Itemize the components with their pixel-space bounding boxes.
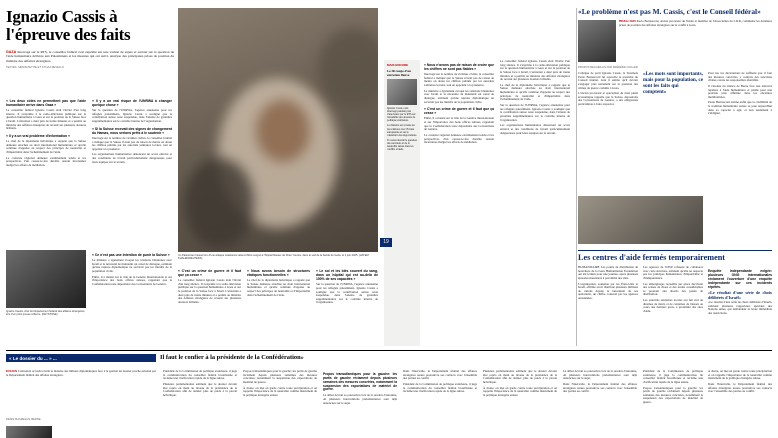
- body-paragraph: Interrogé sur le nombre de victimes civiles, le conseiller fédéral a indiqué que la Suisse n'avait pas de raison de mettre en doute les chiffres publiés par les autorités sanitaires locales, tout en appelant à la prudence.: [92, 135, 172, 151]
- bottom-paragraph: Dans l'intervalle, le Département fédéral des affaires étrangères assure poursuivre ses contacts avec l'ensemble des parties au conflit.: [403, 369, 477, 381]
- body-column-5: [247, 266, 310, 344]
- bottom-column-1: [6, 370, 156, 416]
- section2-title: Les centres d'aide fermés temporairement: [578, 253, 726, 262]
- body-paragraph: Le chef de la diplomatie helvétique a rappelé que la Suisse demeure attachée au droit international humanitaire et qu'elle continue d'appeler au respect des principes de neutralité et d'impartialité dans l'acheminement de l'aide.: [500, 82, 570, 102]
- subhead-9: « Nous n'avons pas de raison de croire que les chiffres ne sont pas fiables »: [424, 63, 494, 72]
- bottom-paragraph: Président de la Commission de politique extérieure, il juge la communication du conseiller fédéral brouillonne et réclame une clarification rapide de la ligne suisse.: [403, 381, 477, 394]
- body-column-6: [316, 266, 378, 344]
- main-photo-caption: Un Palestinien blessé lors d'une attaque israélienne attend d'être soigné à l'hôpital Nasser de Khan Younès, dans le sud de la bande de Gaza, le 2 juin 2025. (HATEM KHALED/REUTERS): [178, 254, 369, 261]
- body-column-4: [178, 266, 241, 344]
- section2-paragraph: «Le résultat d'une série de choix délibérés d'Israël» estiment plusieurs rapporteurs spéciaux des Nations unies, qui demandent la levée immédiate des restrictions.: [708, 300, 772, 315]
- subhead-4: « Si la Suisse recevait des signes de changement du Hamas, nous serions prêts à le soutenir »: [92, 126, 172, 135]
- opinion-paragraph: L'ancien procureur et spécialiste du droit pénal économique rappelle que la Suisse, dépositaire des Conventions de Genève, a des obligations particulières à faire respecter.: [578, 91, 638, 107]
- byline: TEXTES: SIMON PETITE ET SYLVIA REVELLO: [6, 66, 64, 70]
- opinion-box: [578, 8, 772, 69]
- body-paragraph: Enfin, il a insisté sur le rôle de la Genève internationale et sur l'importance des bons offices suisses, rappelant que la Confédération reste dépositaire des Conventions de Genève.: [92, 274, 172, 286]
- bottom-column-9: [708, 370, 772, 438]
- section2-paragraph: L'organisation, soutenue par les États-Unis et Israël, affirme avoir distribué plusieurs millions de rations depuis le lancement de ses opérations, un chiffre contesté par les agences onusiennes.: [578, 281, 638, 301]
- section2-subhead: Enquête indépendante exigée: plusieurs ONG internationales réclament l'ouverture d'une enquête indépendante sur ces incidents répétés.: [708, 269, 772, 290]
- opinion-photo: [578, 196, 703, 244]
- sidebar-item: Il a aussi abordé la question des sanctions et de la neutralité suisse dans les conflits actuels.: [387, 138, 417, 152]
- bottom-column-7: [563, 370, 637, 438]
- opinion-paragraph: Paolo Bernasconi estime enfin que la crédibilité de la tradition humanitaire suisse se joue aujourd'hui dans sa capacité à agir, et non seulement à s'indigner.: [708, 100, 772, 116]
- bottom-paragraph: Propos transatlantiques pour la gauche: les partis de gauche réclament depuis plusieurs semaines des mesures concrètes, notamment la suspension des exportations de matériel de guerre.: [643, 385, 703, 405]
- dossier-label: « Le dossier du ... » ...: [6, 354, 156, 362]
- subhead-10: « C'est un crime de guerre et il faut que ça cesse »: [424, 107, 494, 116]
- bottom-paragraph: À droite, on met en garde contre toute précipitation et on rappelle l'importance de la neutralité comme instrument de la politique étrangère suisse.: [243, 385, 317, 397]
- opinion-paragraph: Pour lui, les déclarations ne suffisent pas: il faut des mesures concrètes, y compris des sanctions ciblées contre les responsables identifiés.: [708, 71, 772, 83]
- opinion-lede: Paolo Bernasconi, ancien procureur du Tessin et membre de l'Association du CICR, commente les dernières prises de position des Affaires étrangères sur le conflit à Gaza.: [619, 20, 772, 27]
- body-paragraph: Sur la question de l'UNRWA, l'agence onusienne pour les réfugiés palestiniens, Ignazio Cassis a souligné que la contribution suisse reste suspendue, dans l'attente de garanties supplémentaires sur le contrôle interne de l'organisation.: [92, 108, 172, 124]
- bottom-column-8: [643, 370, 703, 438]
- body-column-8: [500, 60, 570, 346]
- main-photo: [178, 8, 378, 252]
- sidebar-thumb: [387, 79, 417, 105]
- bottom-byline: DENIS MASMEJAN, BERNE: [6, 418, 41, 421]
- body-paragraph: Sur la question de l'UNRWA, l'agence onusienne pour les réfugiés palestiniens, Ignazio Cassis a souligné que la contribution suisse reste suspendue, dans l'attente de garanties supplémentaires sur le contrôle interne de l'organisation.: [500, 103, 570, 122]
- body-paragraph: Sur la question de l'UNRWA, l'agence onusienne pour les réfugiés palestiniens, Ignazio Cassis a souligné que la contribution suisse reste suspendue, dans l'attente de garanties supplémentaires sur le contrôle interne de l'organisation.: [316, 282, 378, 305]
- lead-kicker: GAZA: [6, 50, 17, 54]
- page-badge: 19: [380, 238, 392, 247]
- body-column-2: [92, 96, 172, 246]
- subhead-3: « Il y a un vrai risque de l'UNRWA à changer quelque chose »: [92, 99, 172, 108]
- body-paragraph: Le chef de la diplomatie helvétique a rappelé que la Suisse demeure attachée au droit international humanitaire et qu'elle continue d'appeler au respect des principes de neutralité et d'impartialité dans l'acheminement de l'aide.: [6, 139, 86, 154]
- section2-paragraph: Les témoignages recueillis sur place décrivent des scènes de chaos et des foules considérables se pressant aux abords des points de distribution.: [643, 281, 703, 297]
- sidebar-subtitle: Le fil rouge d'un entretien fleuve: [387, 69, 412, 77]
- bottom-paragraph: Dans l'intervalle, le Département fédéral des affaires étrangères assure poursuivre ses contacts avec l'ensemble des parties au conflit.: [708, 381, 772, 394]
- bottom-column-4: [323, 370, 397, 438]
- bottom-paragraph: Plusieurs parlementaires estiment que le dossier devrait être repris en main au niveau de la présidence de la Confédération afin de donner plus de poids à la parole helvétique.: [483, 369, 557, 384]
- bottom-thumb: [6, 426, 52, 438]
- bottom-lede: L'entretien accordé révèle le malaise des milieux diplomatiques face à la gestion du dossier proche-oriental par le Département fédéral des affaires étrangères.: [6, 369, 156, 377]
- section2-pullquote: «Le résultat d'une série de choix délibérés d'Israël»: [708, 290, 772, 301]
- sidebar-title: MAIS ENCORE: [387, 63, 409, 67]
- body-paragraph: Le conseiller fédéral Ignazio Cassis était l'invité d'un long silence. Il s'exprime à la radio-télévision publique sur la question humanitaire à Gaza et sur la position de la Suisse face à Israël. L'entretien a duré près de trente minutes et a permis au ministre des Affaires étrangères de revenir sur plusieurs dossiers brûlants.: [500, 59, 570, 82]
- article-lead: [6, 50, 174, 63]
- body-paragraph: Le ministre a également évoqué les relations bilatérales avec Israël et la nécessité de maintenir un canal de dialogue, estimant qu'une rupture diplomatique ne servirait pas les intérêts de la population civile.: [424, 88, 494, 104]
- body-paragraph: Enfin, il a insisté sur le rôle de la Genève internationale et sur l'importance des bons offices suisses, rappelant que la Confédération reste dépositaire des Conventions de Genève.: [424, 116, 494, 132]
- body-paragraph: Les organisations humanitaires dénoncent un accès entravé et des conditions de travail particulièrement dangereuses pour leurs équipes sur le terrain.: [500, 123, 570, 135]
- section2-column-2: [643, 266, 703, 346]
- body-paragraph: Le ministre a également évoqué les relations bilatérales avec Israël et la nécessité de maintenir un canal de dialogue, estimant qu'une rupture diplomatique ne servirait pas les intérêts de la population civile.: [92, 258, 172, 273]
- bottom-paragraph: Président de la Commission de politique extérieure, il juge la communication du conseiller fédéral brouillonne et réclame une clarification rapide de la ligne suisse.: [163, 369, 237, 381]
- bottom-column-2: [163, 370, 237, 438]
- opinion-paragraph: Collègue de parti Ignazio Cassis, le Tessinois Paolo Bernasconi lui reproche la passivité du Conseil fédéral, dont il estime qu'il devrait s'engager plus nettement sur la question des crimes de guerre commis à Gaza.: [578, 71, 638, 90]
- subhead-6: « C'est un crime de guerre et il faut que ça cesse »: [178, 269, 241, 278]
- body-paragraph: Interrogé sur le nombre de victimes civiles, le conseiller fédéral a indiqué que la Suisse n'avait pas de raison de mettre en doute les chiffres publiés par les autorités sanitaires locales, tout en appelant à la prudence.: [424, 72, 494, 88]
- opinion-column-1: [578, 72, 638, 190]
- opinion-pullquote-box: [643, 72, 703, 190]
- body-paragraph: Le contexte régional demeure extrêmement tendu et les perspectives d'un cessez-le-feu durable restent incertaines malgré les efforts de médiation.: [424, 133, 494, 145]
- bottom-paragraph: À droite, on met en garde contre toute précipitation et on rappelle l'importance de la neutralité comme instrument de la politique étrangère suisse.: [483, 385, 557, 397]
- body-paragraph: Le conseiller fédéral Ignazio Cassis était l'invité d'un long silence. Il s'exprime à la radio-télévision publique sur la question humanitaire à Gaza et sur la position de la Suisse face à Israël. L'entretien a duré près de trente minutes et a permis au ministre des Affaires étrangères de revenir sur plusieurs dossiers brûlants.: [178, 278, 241, 304]
- bottom-paragraph: Président de la Commission de politique extérieure, il juge la communication du conseiller fédéral brouillonne et réclame une clarification rapide de la ligne suisse.: [643, 369, 703, 384]
- bottom-paragraph: Le débat devrait se poursuivre lors de la session d'automne, où plusieurs interventions parlementaires sont déjà annoncées sur le sujet.: [323, 393, 397, 405]
- bottom-headline: Il faut le confier à la présidente de la Confédération»: [160, 354, 304, 361]
- sidebar-item: Le ministre est revenu sur les relations avec l'Union européenne et sur le calendrier des négociations.: [387, 124, 417, 137]
- subhead-8: « Le sol et les blés couvert du sang, dans un hôpital qui est au-delà de 150% de ses capacités »: [316, 269, 378, 282]
- opinion-paragraph: Il s'étonne du silence de Berne face aux entraves répétées à l'aide humanitaire et plaide pour une position plus affirmée dans les enceintes multilatérales.: [708, 83, 772, 99]
- opinion-byline: PROPOS RECUEILLIS PAR FRÉDÉRIC KOLLER: [578, 66, 638, 70]
- section2-paragraph: Les autorités sanitaires locales ont fait état de dizaines de morts et de centaines de blessés au cours des derniers jours, à proximité des sites d'aide.: [643, 298, 703, 314]
- section2-header: [578, 250, 772, 262]
- article-header: [6, 8, 174, 69]
- body-paragraph: Les organisations humanitaires dénoncent un accès entravé et des conditions de travail particulièrement dangereuses pour leurs équipes sur le terrain.: [92, 152, 172, 164]
- subhead-2: « Il y a un vrai problème d'information »: [6, 134, 70, 138]
- section2-column-1: [578, 266, 638, 346]
- body-paragraph: Le contexte régional demeure extrêmement tendu et les perspectives d'un cessez-le-feu durable restent incertaines malgré les efforts de médiation.: [6, 155, 86, 167]
- bottom-subhead: Propos transatlantiques pour la gauche: les partis de gauche réclament depuis plusieurs semaines des mesures concrètes, notamment la suspension des exportations de matériel de guerre.: [323, 372, 397, 392]
- lead-text: Interrogé sur la RTS, le conseiller fédéral s'est exprimé sur une variété de sujets et surtout sur la question de l'aide humanitaire délivrée aux Palestiniens et les mesures qui ont suivi. Analyse des principales prises de position du ministre des Affaires étrangères.: [6, 50, 175, 63]
- body-column-7: [424, 60, 494, 346]
- body-column-3: [92, 250, 172, 346]
- opinion-pullquote: «Les mots sont importants, mais pour la population, ce sont les faits qui comptent»: [643, 71, 704, 95]
- bottom-paragraph: À droite, on met en garde contre toute précipitation et on rappelle l'importance de la neutralité comme instrument de la politique étrangère suisse.: [708, 369, 772, 381]
- portrait-photo: [6, 250, 86, 308]
- subhead-1: « Les deux côtés ne permettent pas que l'aide humanitaire arrive dans Gaza »: [6, 99, 86, 108]
- reaction-tag: RÉACTION: [619, 20, 636, 24]
- page-title: Ignazio Cassis à l'épreuve des faits: [6, 7, 131, 44]
- bottom-kicker: ECHOS: [6, 369, 18, 373]
- section2-paragraph: HUMANITAIRE Les points de distribution de nourriture de la Gaza Humanitarian Foundation ont été fermés pour une journée, après plusieurs épisodes meurtriers à proximité des sites.: [578, 265, 638, 280]
- sidebar-mais-encore: [384, 60, 420, 346]
- bottom-paragraph: Plusieurs parlementaires estiment que le dossier devrait être repris en main au niveau de la présidence de la Confédération afin de donner plus de poids à la parole helvétique.: [163, 381, 237, 397]
- sidebar-item: Ignazio Cassis a été interrogé pendant près d'une heure par la RTS sur l'ensemble des dossiers de politique extérieure.: [387, 107, 416, 123]
- opinion-portrait: [578, 20, 616, 62]
- body-column-1: [6, 96, 86, 246]
- portrait-caption: Ignazio Cassis, chef du Département fédéral des affaires étrangères, lors d'un point presse à Berne. (KEYSTONE): [6, 310, 86, 317]
- opinion-title: «Le problème n'est pas M. Cassis, c'est le Conseil fédéral»: [578, 7, 761, 16]
- body-paragraph: Le conseiller fédéral Ignazio Cassis était l'invité d'un long silence. Il s'exprime à la radio-télévision publique sur la question humanitaire à Gaza et sur la position de la Suisse face à Israël. L'entretien a duré près de trente minutes et a permis au ministre des Affaires étrangères de revenir sur plusieurs dossiers brûlants.: [6, 108, 86, 131]
- subhead-7: « Nous avons besoin de structures étatiques fonctionnelles »: [247, 269, 310, 278]
- subhead-5: « Ce n'est pas une intention de punir la Suisse »: [92, 253, 170, 257]
- opinion-column-2: [708, 72, 772, 190]
- bottom-paragraph: Propos transatlantiques pour la gauche: les partis de gauche réclament depuis plusieurs semaines des mesures concrètes, notamment la suspension des exportations de matériel de guerre.: [243, 369, 317, 384]
- bottom-column-5: [403, 370, 477, 438]
- bottom-section: [0, 352, 778, 438]
- body-paragraph: Le chef de la diplomatie helvétique a rappelé que la Suisse demeure attachée au droit international humanitaire et qu'elle continue d'appeler au respect des principes de neutralité et d'impartialité dans l'acheminement de l'aide.: [247, 278, 310, 297]
- bottom-column-6: [483, 370, 557, 438]
- bottom-column-3: [243, 370, 317, 438]
- section2-column-3: [708, 266, 772, 346]
- bottom-paragraph: Dans l'intervalle, le Département fédéral des affaires étrangères assure poursuivre ses contacts avec l'ensemble des parties au conflit.: [563, 381, 637, 394]
- bottom-paragraph: Le débat devrait se poursuivre lors de la session d'automne, où plusieurs interventions parlementaires sont déjà annoncées sur le sujet.: [563, 369, 637, 381]
- section2-paragraph: Les agences de l'ONU refusent de collaborer avec cette structure, estimant qu'elle ne respecte pas les principes humanitaires d'impartialité et d'indépendance.: [643, 265, 703, 280]
